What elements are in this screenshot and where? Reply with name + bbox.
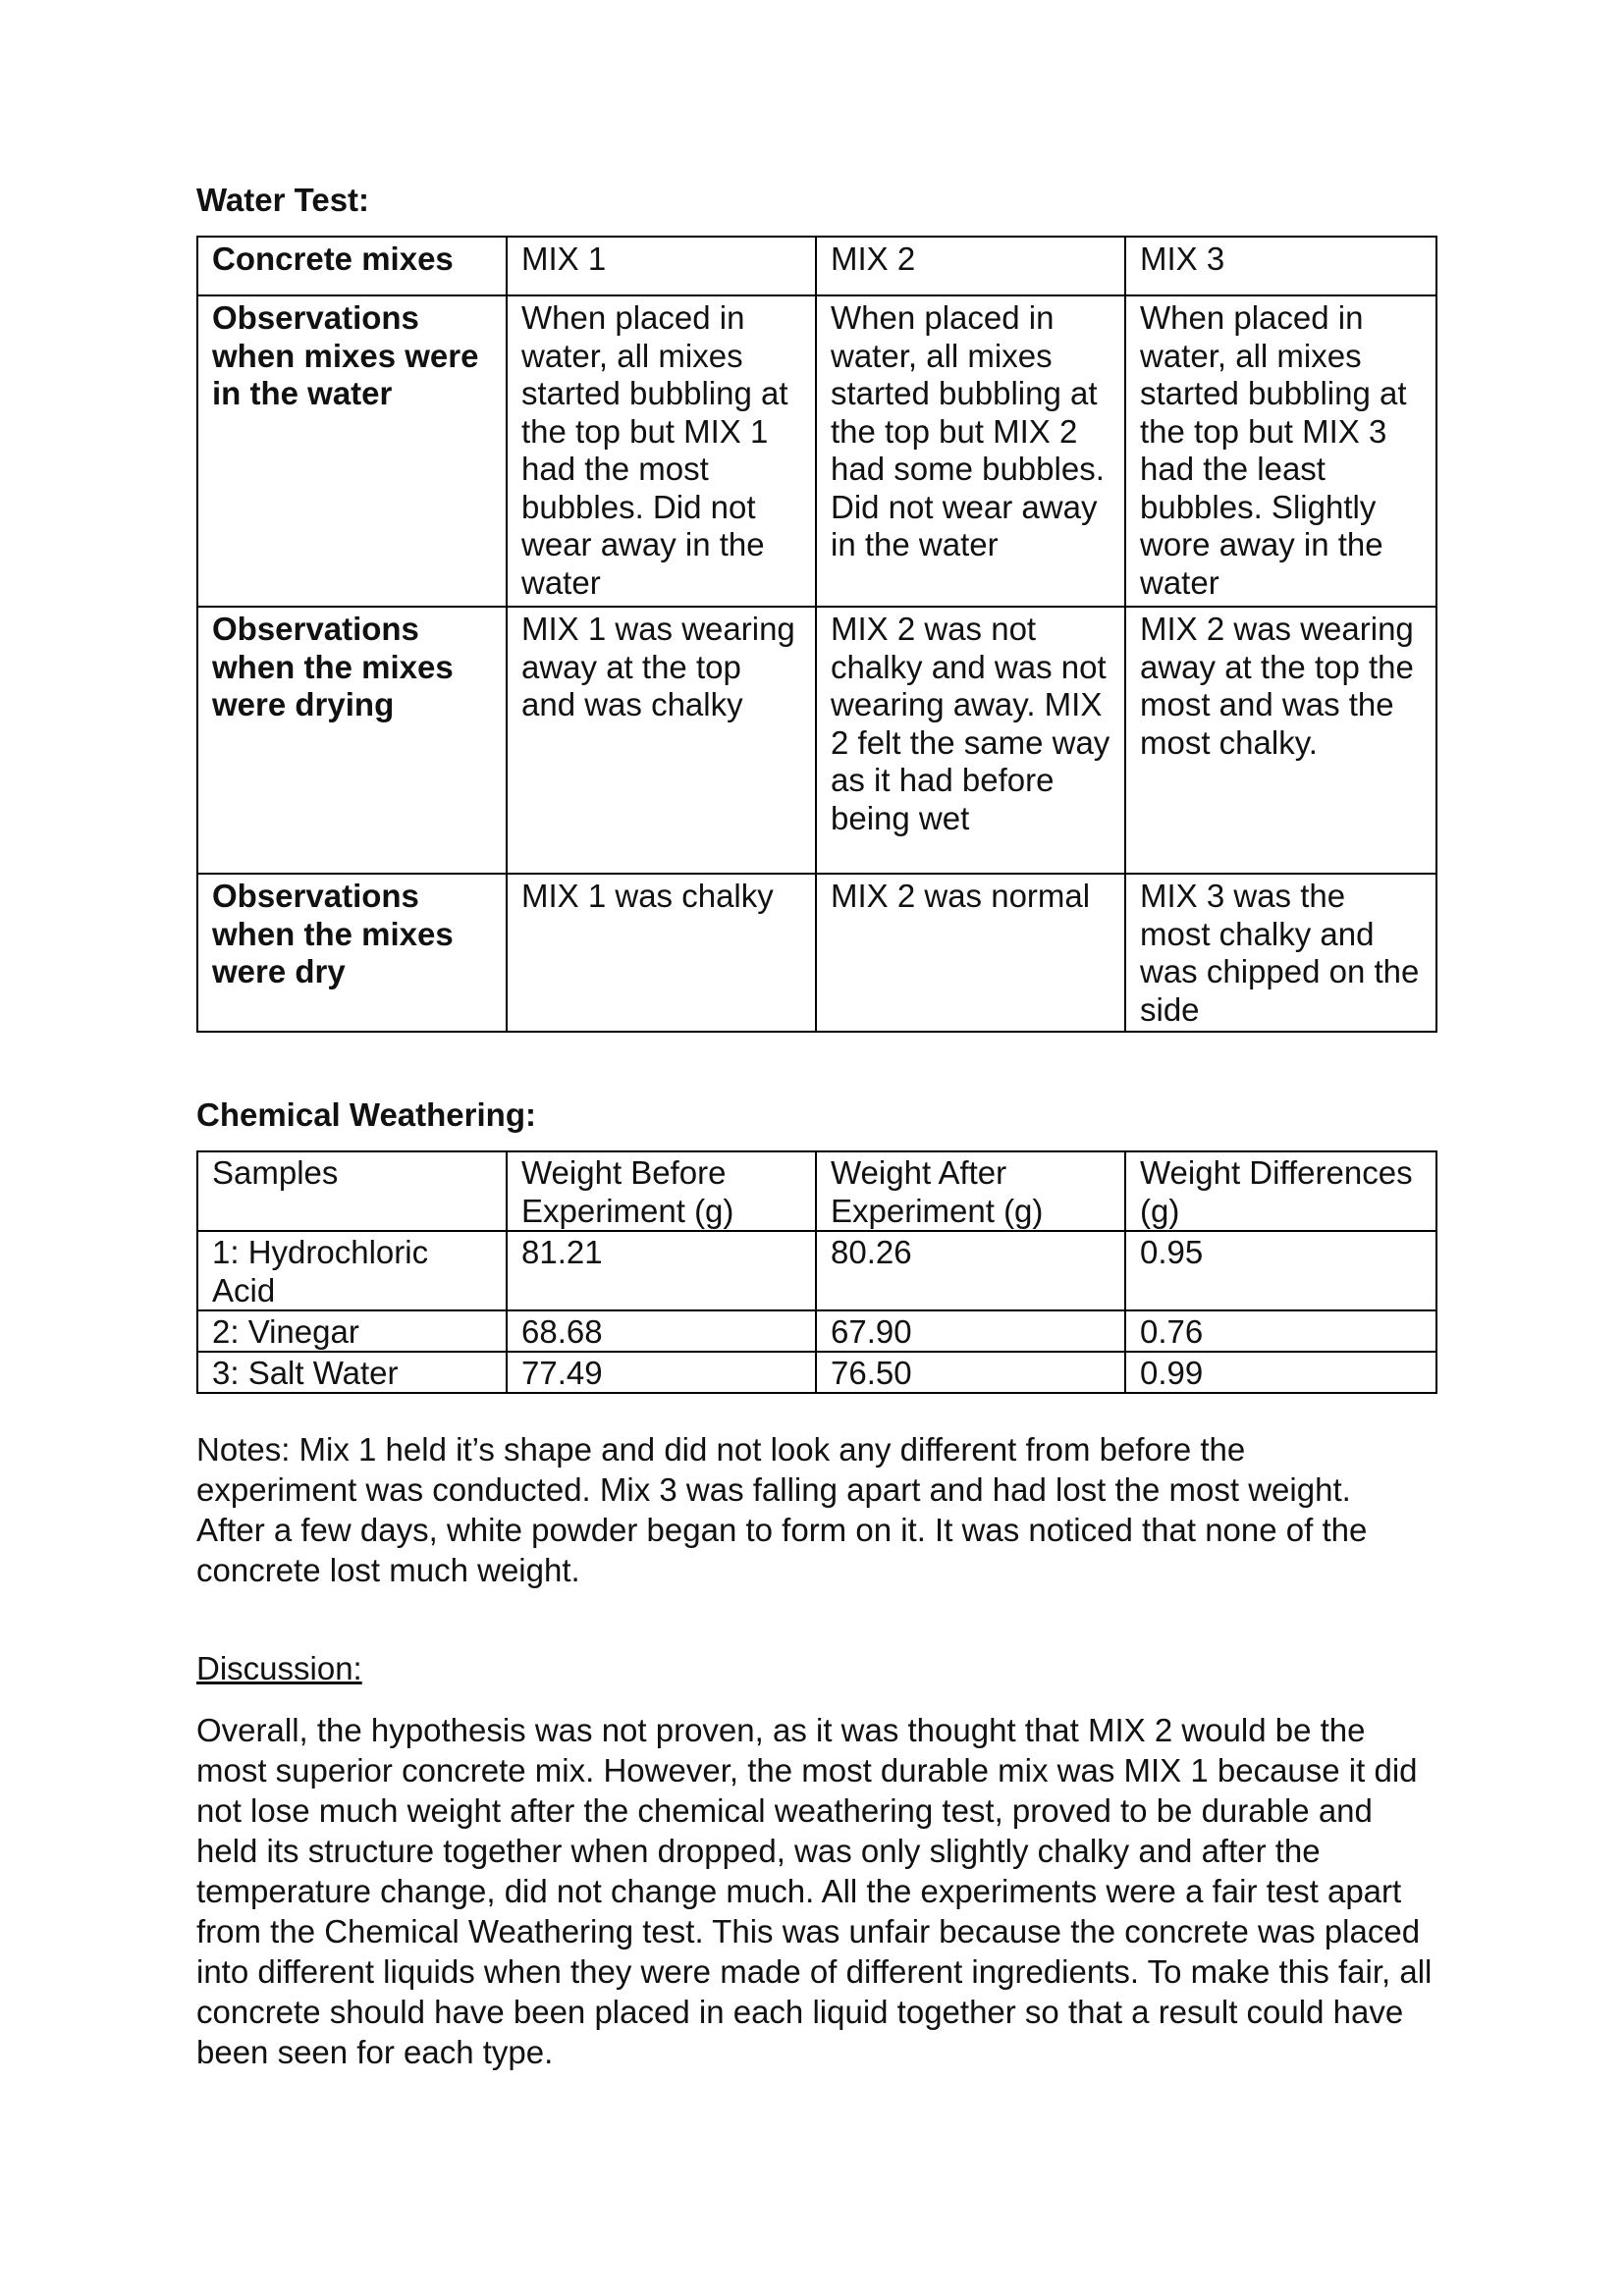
table-header-cell: Weight Differences (g) <box>1125 1151 1436 1231</box>
chemical-weathering-table <box>196 1150 1437 1394</box>
table-header-row <box>197 237 1436 295</box>
document-page <box>196 181 1435 2072</box>
table-cell: MIX 3 was the most chalky and was chipped on the side <box>1125 874 1436 1032</box>
table-row <box>197 874 1436 1032</box>
table-row <box>197 1352 1436 1393</box>
discussion-paragraph: Overall, the hypothesis was not proven, as it was thought that MIX 2 would be the most superior concrete mix. However, the most durable mix was MIX 1 because it did not lose much weight after the chemical weathering test, proved to be durable and held its structure together when dropped, was only slightly chalky and after the temperature change, did not change much. All the experiments were a fair test apart from the Chemical Weathering test. This was unfair because the concrete was placed into different liquids when they were made of different ingredients. To make this fair, all concrete should have been placed in each liquid together so that a result could have been seen for each type. <box>196 1712 1433 2070</box>
table-header-cell: Weight After Experiment (g) <box>816 1151 1125 1231</box>
table-cell: 0.99 <box>1125 1352 1436 1393</box>
table-header-row <box>197 1151 1436 1231</box>
table-cell: When placed in water, all mixes started bubbling at the top but MIX 2 had some bubbles. Did not wear away in the water <box>816 295 1125 607</box>
table-cell: MIX 2 was not chalky and was not wearing away. MIX 2 felt the same way as it had before being wet <box>816 607 1125 874</box>
table-header-cell: MIX 1 <box>507 237 816 295</box>
row-label: Observations when the mixes were dry <box>197 874 507 1032</box>
table-cell: 1: Hydrochloric Acid <box>197 1231 507 1310</box>
table-cell: 77.49 <box>507 1352 816 1393</box>
table-header-cell: Samples <box>197 1151 507 1231</box>
table-cell: 80.26 <box>816 1231 1125 1310</box>
table-header-cell: Concrete mixes <box>197 237 507 295</box>
water-test-heading: Water Test: <box>196 182 370 218</box>
table-row <box>197 607 1436 874</box>
notes-paragraph: Notes: Mix 1 held it’s shape and did not look any different from before the experiment was conducted. Mix 3 was falling apart and had lost the most weight. After a few days, white powder began to form on it. It was noticed that none of the concrete lost much weight. <box>196 1431 1368 1588</box>
table-row <box>197 1310 1436 1352</box>
table-header-cell: MIX 3 <box>1125 237 1436 295</box>
table-cell: MIX 2 was wearing away at the top the most and was the most chalky. <box>1125 607 1436 874</box>
table-header-cell: MIX 2 <box>816 237 1125 295</box>
table-cell: 76.50 <box>816 1352 1125 1393</box>
table-cell: 2: Vinegar <box>197 1310 507 1352</box>
table-row <box>197 1231 1436 1310</box>
table-cell: 81.21 <box>507 1231 816 1310</box>
water-test-table <box>196 236 1437 1033</box>
row-label: Observations when the mixes were drying <box>197 607 507 874</box>
table-cell: 3: Salt Water <box>197 1352 507 1393</box>
table-cell: 67.90 <box>816 1310 1125 1352</box>
table-cell: When placed in water, all mixes started bubbling at the top but MIX 3 had the least bubbles. Slightly wore away in the water <box>1125 295 1436 607</box>
table-cell: MIX 1 was chalky <box>507 874 816 1032</box>
table-cell: 68.68 <box>507 1310 816 1352</box>
table-cell: 0.76 <box>1125 1310 1436 1352</box>
table-row <box>197 295 1436 607</box>
table-cell: MIX 1 was wearing away at the top and was chalky <box>507 607 816 874</box>
row-label: Observations when mixes were in the water <box>197 295 507 607</box>
table-cell: 0.95 <box>1125 1231 1436 1310</box>
table-cell: MIX 2 was normal <box>816 874 1125 1032</box>
discussion-heading: Discussion: <box>196 1650 362 1686</box>
chemical-weathering-heading: Chemical Weathering: <box>196 1096 536 1133</box>
table-cell: When placed in water, all mixes started bubbling at the top but MIX 1 had the most bubbles. Did not wear away in the water <box>507 295 816 607</box>
table-header-cell: Weight Before Experiment (g) <box>507 1151 816 1231</box>
